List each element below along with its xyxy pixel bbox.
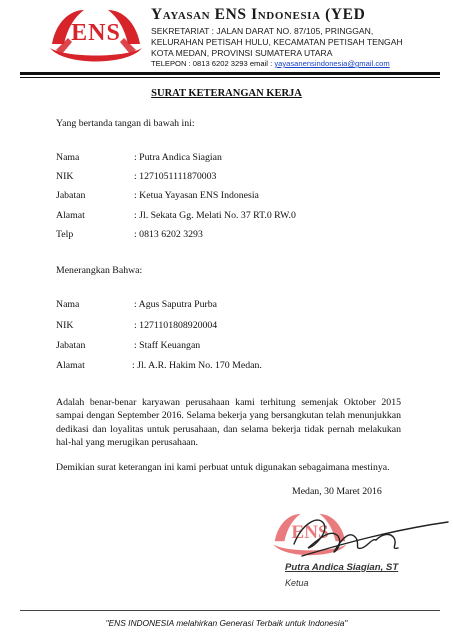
employee-address-value: : Jl. A.R. Hakim No. 170 Medan. — [132, 360, 262, 371]
letterhead-rule-thick — [20, 72, 440, 75]
employee-name-label: Nama — [56, 299, 80, 310]
signer-title: Ketua — [285, 578, 309, 588]
closing-line: Demikian surat keterangan ini kami perbuat untuk digunakan sebagaimana mestinya. — [56, 462, 390, 473]
address-line-3: KOTA MEDAN, PROVINSI SUMATERA UTARA — [151, 48, 333, 58]
signatory-address-label: Alamat — [56, 210, 85, 221]
signatory-position-value: : Ketua Yayasan ENS Indonesia — [134, 190, 259, 201]
footer-tagline: "ENS INDONESIA melahirkan Generasi Terbaik untuk Indonesia" — [105, 618, 348, 628]
letterhead-rule-thin — [20, 77, 440, 78]
email-label: email : — [249, 59, 273, 68]
email-link[interactable]: yayasanensindonesia@gmail.com — [274, 59, 390, 68]
signatory-nik-label: NIK — [56, 171, 74, 182]
organization-logo — [46, 4, 146, 66]
phone-text: TELEPON : 0813 6202 3293 — [151, 59, 248, 68]
document-title: SURAT KETERANGAN KERJA — [151, 88, 302, 99]
opening-line: Yang bertanda tangan di bawah ini: — [56, 118, 195, 129]
signatory-name-value: : Putra Andica Siagian — [134, 152, 222, 163]
footer-rule — [20, 610, 440, 611]
body-paragraph: Adalah benar-benar karyawan perusahaan kami terhitung semenjak Oktober 2015 sampai dengan September 2016. Selama bekerja yang bersangkutan telah menunjukkan dedikasi dan loyalitas untuk perusahaan, dan selama bekerja tidak pernah melakukan hal-hal yang merugikan perusahaan. — [56, 397, 401, 449]
signatory-phone-value: : 0813 6202 3293 — [134, 229, 203, 240]
employee-nik-value: : 1271101808920004 — [134, 320, 218, 331]
signatory-address-value: : Jl. Sekata Gg. Melati No. 37 RT.0 RW.0 — [134, 210, 296, 221]
employee-name-value: : Agus Saputra Purba — [134, 299, 217, 310]
declares-line: Menerangkan Bahwa: — [56, 265, 143, 276]
employee-position-label: Jabatan — [56, 340, 86, 351]
contact-line — [151, 59, 390, 68]
employee-address-label: Alamat — [56, 360, 85, 371]
svg-text:ENS: ENS — [291, 522, 329, 543]
signatory-name-label: Nama — [56, 152, 80, 163]
signatory-position-label: Jabatan — [56, 190, 86, 201]
signer-name: Putra Andica Siagian, ST — [285, 562, 399, 573]
signatory-phone-label: Telp — [56, 229, 74, 240]
signatory-nik-value: : 1271051111870003 — [134, 171, 217, 182]
employee-nik-label: NIK — [56, 320, 74, 331]
place-and-date: Medan, 30 Maret 2016 — [292, 486, 382, 497]
address-line-1: SEKRETARIAT : JALAN DARAT NO. 87/105, PRINGGAN, — [151, 26, 374, 36]
employee-position-value: : Staff Keuangan — [134, 340, 201, 351]
logo-wordmark: ENS — [71, 20, 121, 46]
organization-name: Yayasan ENS Indonesia (YED — [151, 6, 366, 23]
address-line-2: KELURAHAN PETISAH HULU, KECAMATAN PETISAH TENGAH — [151, 37, 403, 47]
